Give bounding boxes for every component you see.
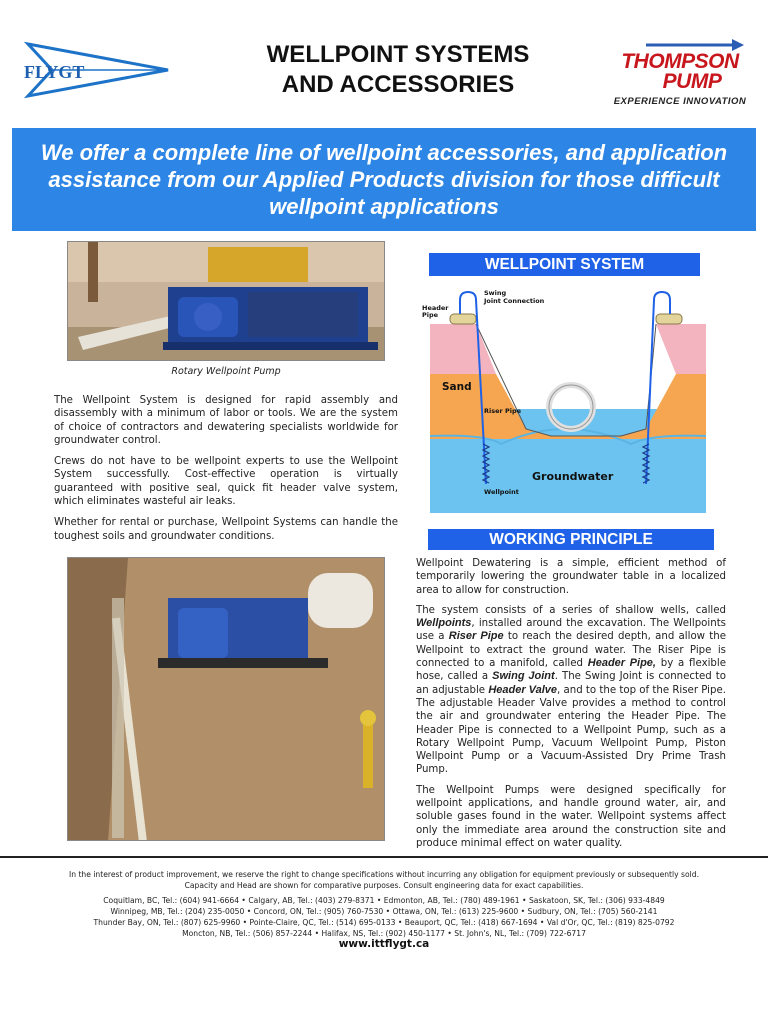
p2-text-f: , and to the top of the Riser Pipe. The adjustable Header Valve provides a method to control the air and groundwater entering the Header Pipe. The Header Pipe is connected to a Wellpoint Pump, such as a Rotary Wellpoint Pump, Vacuum Wellpoint Pump, Piston Wellpoint Pump or a Vacuum-Assisted Dry Prime Trash Pump. <box>416 684 726 776</box>
offices-line-3: Thunder Bay, ON, Tel.: (807) 625-9960 • Pointe-Claire, QC, Tel.: (514) 695-0133 • Beauport, QC, Tel.: (418) 667-1694 • Val d'Or, QC, Tel.: (819) 825-0792 <box>93 918 675 927</box>
wellpoint-system-heading: WELLPOINT SYSTEM <box>429 253 700 276</box>
rotary-pump-photo <box>67 241 385 361</box>
thompson-line-2: PUMP <box>662 70 722 93</box>
principle-paragraph-3: The Wellpoint Pumps were designed specifically for wellpoint applications, and handle ground water, air, and soluble gases found in the water. Wellpoint systems affect only the immediate area around the construction site and produce minimal effect on water quality. <box>416 784 726 849</box>
title-line-2: AND ACCESSORIES <box>281 71 515 98</box>
label-groundwater: Groundwater <box>532 470 614 483</box>
term-wellpoints: Wellpoints <box>416 617 472 630</box>
p2-text-e: . The Swing Joint is connected to an adjustable <box>416 671 726 696</box>
working-principle-heading: WORKING PRINCIPLE <box>428 529 714 550</box>
promo-banner <box>12 128 756 231</box>
header-pipe-right <box>656 314 682 324</box>
label-sand: Sand <box>442 381 472 393</box>
p2-text-d: by a flexible hose, called a <box>416 658 726 683</box>
term-header-pipe: Header Pipe, <box>587 657 656 670</box>
offices-line-4: Moncton, NB, Tel.: (506) 857-2244 • Halifax, NS, Tel.: (902) 450-1177 • St. John's, NL, Tel.: (709) 722-6717 <box>182 929 586 938</box>
wellpoint-diagram <box>416 284 716 518</box>
footer-offices <box>60 895 708 939</box>
principle-paragraph-2 <box>416 604 726 777</box>
label-pipe: Pipe <box>422 311 439 319</box>
title-line-1: WELLPOINT SYSTEMS <box>266 41 530 68</box>
p2-text-c: to reach the desired depth, and allow the Wellpoint to extract the ground water. The Riser Pipe is connected to a manifold, called <box>416 631 726 670</box>
flygt-logo-text: FLYGT <box>24 62 85 82</box>
flygt-logo <box>18 40 178 100</box>
topsoil-left <box>430 324 496 374</box>
thompson-line-1: THOMPSON <box>621 50 739 73</box>
thompson-tagline: EXPERIENCE INNOVATION <box>613 96 747 107</box>
offices-line-2: Winnipeg, MB, Tel.: (204) 235-0050 • Concord, ON, Tel.: (905) 760-7530 • Ottawa, ON, Tel.: (613) 225-9600 • Sudbury, ON, Tel.: (705) 560-2141 <box>110 907 658 916</box>
intro-text <box>54 394 398 551</box>
label-wellpoint: Wellpoint <box>484 488 519 496</box>
pump-photo-caption: Rotary Wellpoint Pump <box>171 366 281 377</box>
topsoil-right <box>656 324 706 374</box>
footer-disclaimer: In the interest of product improvement, we reserve the right to change specifications without incurring any obligation for equipment previously or subsequently sold. Capacity and Head are shown for comparative purposes. Consult engineering data for exact capabilities. <box>68 870 699 890</box>
term-swing-joint: Swing Joint <box>492 670 555 683</box>
p2-text-b: , installed around the excavation. The Wellpoints use a <box>416 618 726 643</box>
label-header: Header <box>422 304 449 312</box>
label-swing: Swing <box>484 289 507 297</box>
intro-paragraph-1: The Wellpoint System is designed for rapid assembly and disassembly with a minimum of labor or tools. We are the system of choice of contractors and dewatering specialists worldwide for groundwater control. <box>54 395 398 446</box>
document-title <box>200 40 596 100</box>
principle-paragraph-1: Wellpoint Dewatering is a simple, efficient method of temporarily lowering the groundwater table in a localized area to allow for construction. <box>416 558 726 596</box>
banner-text: We offer a complete line of wellpoint accessories, and application assistance from our Applied Products division for those difficult wellpoint applications <box>40 140 728 219</box>
thompson-pump-logo <box>606 38 754 116</box>
principle-text <box>416 557 726 857</box>
wellpoint-site-photo <box>67 557 385 841</box>
term-header-valve: Header Valve <box>488 683 558 696</box>
header-pipe-left <box>450 314 476 324</box>
offices-line-1: Coquitlam, BC, Tel.: (604) 941-6664 • Calgary, AB, Tel.: (403) 279-8371 • Edmonton, AB, Tel.: (780) 489-1961 • Saskatoon, SK, Tel.: (306) 933-4849 <box>103 896 665 905</box>
website-link[interactable]: www.ittflygt.ca <box>338 938 430 950</box>
intro-paragraph-2: Crews do not have to be wellpoint experts to use the Wellpoint System successfully. Cost-effective operation is virtually guaranteed with positive seal, quick fit header valve system, which eliminates wasteful air leaks. <box>54 456 398 508</box>
term-riser-pipe: Riser Pipe <box>448 630 504 643</box>
label-riser-pipe: Riser Pipe <box>484 407 522 415</box>
intro-paragraph-3: Whether for rental or purchase, Wellpoint Systems can handle the toughest soils and groundwater conditions. <box>54 517 398 542</box>
label-joint-connection: Joint Connection <box>484 297 545 305</box>
footer-divider <box>0 856 768 858</box>
p2-text-a: The system consists of a series of shallow wells, called <box>416 604 726 616</box>
